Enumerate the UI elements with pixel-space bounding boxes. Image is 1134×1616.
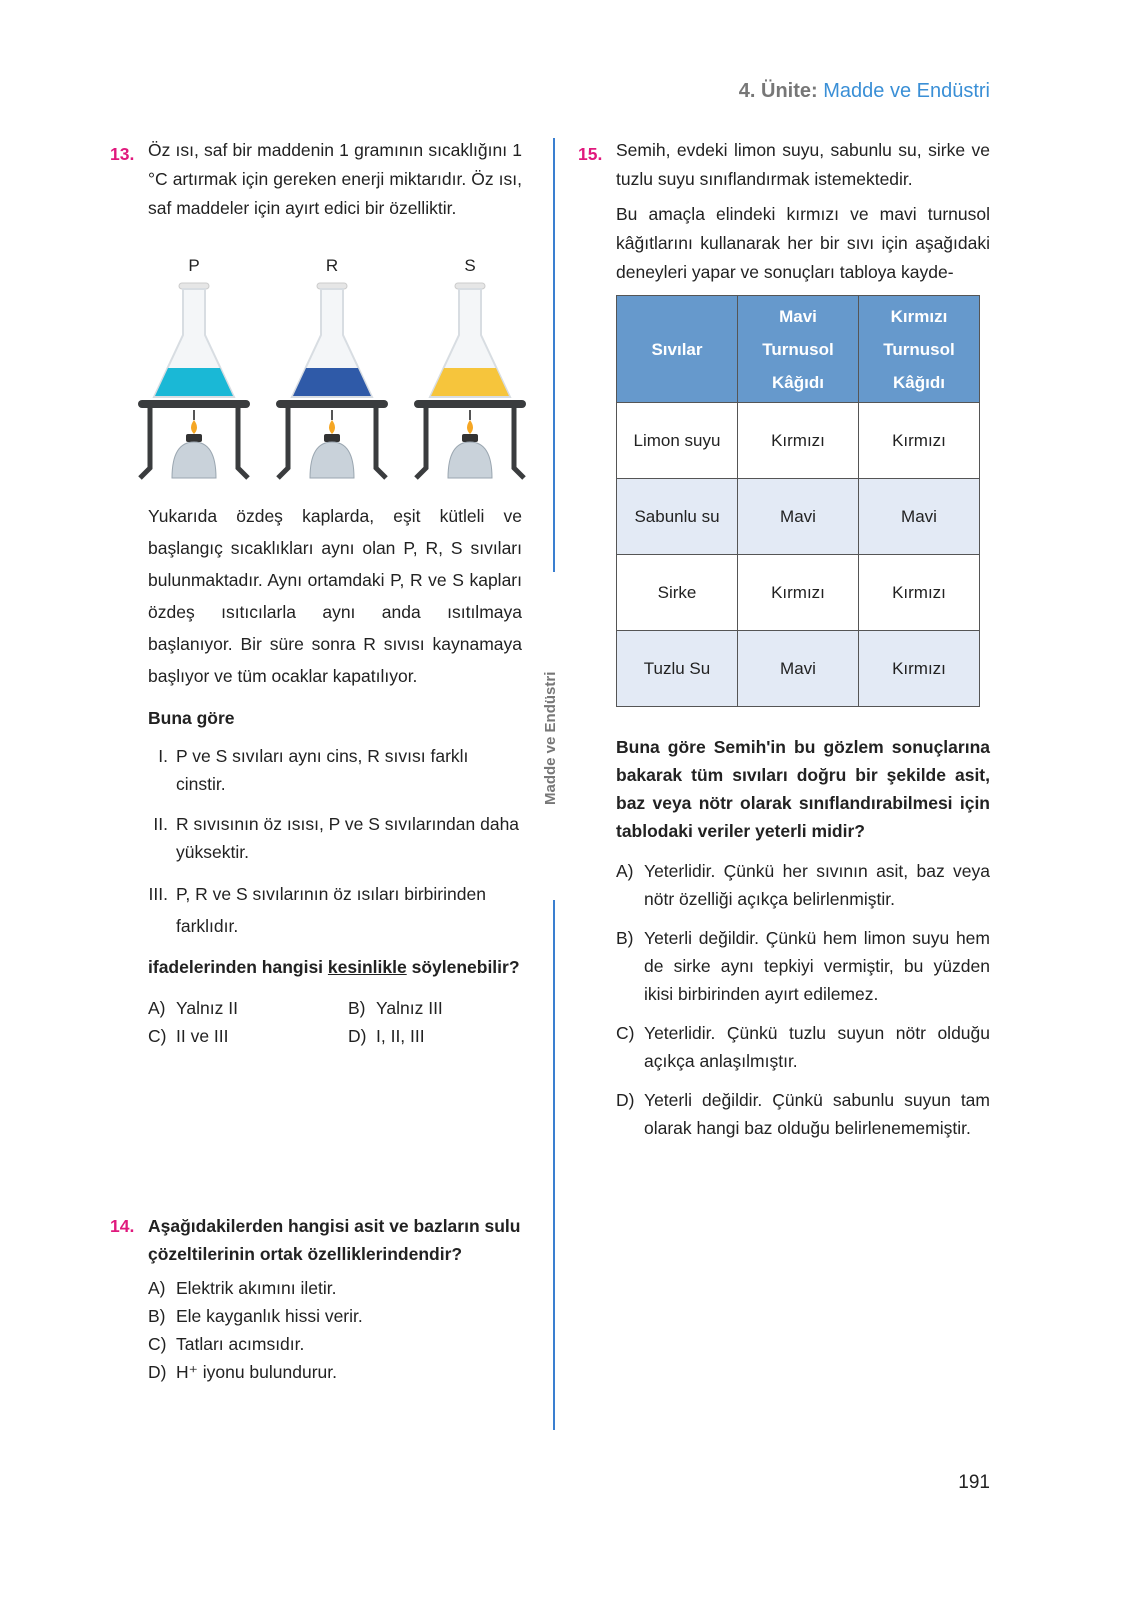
option-a[interactable]: A) Yeterlidir. Çünkü her sıvının asit, baz veya nötr özelliği açıkça belirlenmiştir. (616, 861, 990, 909)
option-d[interactable]: D) Yeterli değildir. Çünkü sabunlu suyun tam olarak hangi baz olduğu belirlenememiştir. (616, 1090, 990, 1138)
q14-question: Aşağıdakilerden hangisi asit ve bazların sulu çözeltilerinin ortak özelliklerindendir? (148, 1216, 521, 1264)
cell: Mavi (738, 479, 859, 555)
page-number: 191 (958, 1472, 990, 1493)
q15-options (616, 857, 990, 1142)
option-d[interactable]: D) I, II, III (348, 1026, 425, 1046)
table-header-row (617, 296, 980, 403)
column-header: Mavi Turnusol Kâğıdı (738, 296, 859, 403)
flask-label: R (325, 256, 339, 275)
cell: Kırmızı (859, 403, 980, 479)
cell: Sabunlu su (617, 479, 738, 555)
statement: I. P ve S sıvıları aynı cins, R sıvısı farklı cinstir. (158, 746, 469, 794)
q14-flow (148, 1212, 528, 1386)
side-label: Madde ve Endüstri (542, 671, 559, 805)
q13-lead: Buna göre (148, 708, 235, 728)
option-b[interactable]: B) Yeterli değildir. Çünkü hem limon suyu hem de sirke aynı tepkiyi vermiştir, bu yüzden ikisi birbirinden ayırt edilemez. (616, 928, 990, 1004)
cell: Kırmızı (859, 631, 980, 707)
q15-flow (616, 136, 990, 1142)
flask-label: P (188, 256, 200, 275)
statement: III. P, R ve S sıvılarının öz ısıları birbirinden farklıdır. (148, 884, 486, 936)
option-c[interactable]: C) Yeterlidir. Çünkü tuzlu suyun nötr olduğu açıkça anlaşılmıştır. (616, 1023, 990, 1071)
cell: Kırmızı (738, 403, 859, 479)
q14-options (148, 1274, 528, 1386)
cell: Tuzlu Su (617, 631, 738, 707)
flask-R (276, 256, 388, 478)
option-c[interactable]: C) Tatları acımsıdır. (148, 1334, 305, 1354)
unit-title: Madde ve Endüstri (823, 80, 990, 102)
cell: Mavi (859, 479, 980, 555)
option-a[interactable]: A) Yalnız II (148, 998, 238, 1018)
option-a[interactable]: A) Elektrik akımını iletir. (148, 1278, 337, 1298)
question-number: 15. (578, 144, 603, 164)
cell: Limon suyu (617, 403, 738, 479)
q13-intro: Öz ısı, saf bir maddenin 1 gramının sıcaklığını 1 °C artırmak için gereken enerji miktarıdır. Öz ısı, saf maddeler için ayırt edici bir özelliktir. (148, 140, 522, 218)
statement-list (148, 742, 522, 942)
cell: Mavi (738, 631, 859, 707)
option-b[interactable]: B) Yalnız III (348, 998, 443, 1018)
table-row (617, 631, 980, 707)
q13-body: Yukarıda özdeş kaplarda, eşit kütleli ve başlangıç sıcaklıkları aynı olan P, R, S sıvıları bulunmaktadır. Aynı ortamdaki P, R ve S kapları özdeş ısıtıcılarla aynı anda ısıtılmaya başlanıyor. Bir süre sonra R sıvısı kaynamaya başlıyor ve tüm ocaklar kapatılıyor. (148, 506, 522, 686)
column-divider (553, 138, 555, 572)
column-divider (553, 900, 555, 1430)
table-row (617, 403, 980, 479)
flask-S (414, 256, 526, 478)
column-header: Sıvılar (617, 296, 738, 403)
question-number: 13. (110, 144, 135, 164)
flask-P (138, 256, 250, 478)
flask-label: S (464, 256, 476, 275)
table-row (617, 555, 980, 631)
column-header: Kırmızı Turnusol Kâğıdı (859, 296, 980, 403)
cell: Kırmızı (859, 555, 980, 631)
unit-header (739, 80, 990, 103)
option-c[interactable]: C) II ve III (148, 1026, 229, 1046)
q13-question: ifadelerinden hangisi kesinlikle söylenebilir? (148, 957, 520, 977)
q13-flow (148, 500, 522, 1050)
cell: Kırmızı (738, 555, 859, 631)
q15-question: Buna göre Semih'in bu gözlem sonuçlarına bakarak tüm sıvıları doğru bir şekilde asit, baz veya nötr olarak sınıflandırabilmesi için tablodaki veriler yeterli midir? (616, 737, 990, 841)
litmus-results-table (616, 295, 980, 707)
cell: Sirke (617, 555, 738, 631)
question-number: 14. (110, 1216, 135, 1236)
table-row (617, 479, 980, 555)
option-b[interactable]: B) Ele kayganlık hissi verir. (148, 1306, 363, 1326)
unit-number: 4. Ünite: (738, 80, 818, 102)
q15-paragraph-1: Semih, evdeki limon suyu, sabunlu su, sirke ve tuzlu suyu sınıflandırmak istemektedir. (616, 140, 990, 189)
statement: II. R sıvısının öz ısısı, P ve S sıvılarından daha yüksektir. (153, 814, 520, 862)
option-d[interactable]: D) H⁺ iyonu bulundurur. (148, 1362, 338, 1382)
q15-paragraph-2: Bu amaçla elindeki kırmızı ve mavi turnusol kâğıtlarını kullanarak her bir sıvı için aşağıdaki deneyleri yapar ve sonuçları tabloya kayde- (616, 204, 990, 282)
flasks-illustration (130, 250, 530, 490)
q13-options (148, 994, 522, 1050)
